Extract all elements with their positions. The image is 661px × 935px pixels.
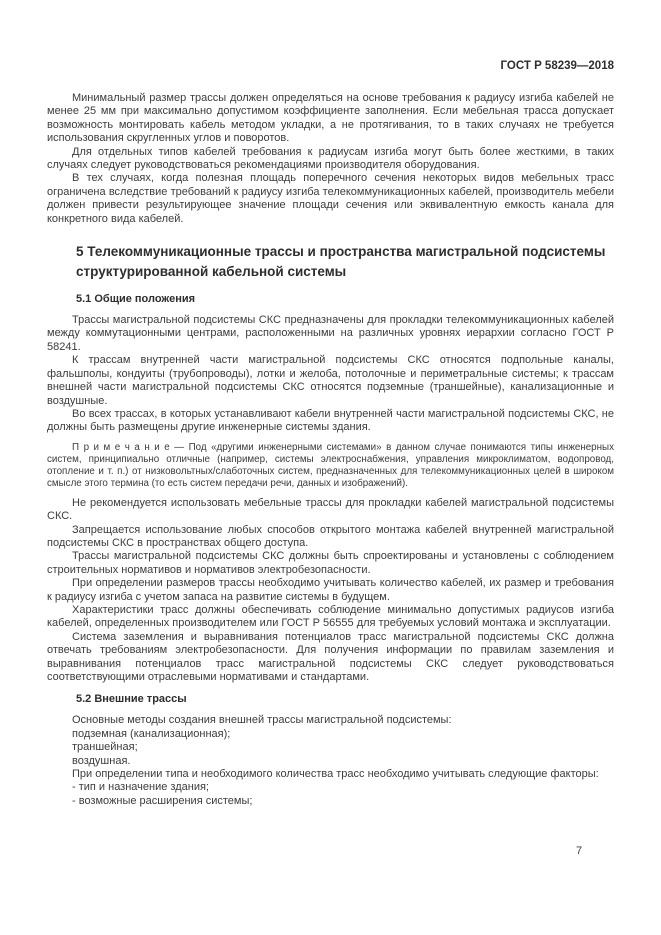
paragraph: Основные методы создания внешней трассы магистральной подсистемы: [72,714,452,727]
paragraph: воздушная. [72,754,131,767]
paragraph: В тех случаях, когда полезная площадь поперечного сечения некоторых видов мебельных трасс ограничена вследствие требований к радиусу изгиба телекоммуникационных кабелей, производитель мебели должен привести результирующее значение площади сечения или эквивалентную емкость канала для конкретного вида кабелей. [47,172,614,225]
paragraph: Характеристики трасс должны обеспечивать соблюдение минимально допустимых радиусов изгиба кабелей, определенных производителем или ГОСТ Р 56555 для требуемых условий монтажа и эксплуатации. [47,603,614,630]
paragraph: траншейная; [72,741,138,754]
paragraph: К трассам внутренней части магистральной подсистемы СКС относятся подпольные каналы, фальшполы, кондуиты (трубопроводы), лотки и желоба, потолочные и периметральные системы; к трассам внешней части магистральной подсистемы СКС относятся подземные (траншейные), канализационные и воздушные. [47,354,614,407]
paragraph: Минимальный размер трассы должен определяться на основе требования к радиусу изгиба кабелей не менее 25 мм при максимально допустимом коэффициенте заполнения. Если мебельная трасса допускает возможность монтировать кабель методом укладки, а не протягивания, то в таких случаях не требуется использования скругленных углов и поворотов. [47,92,614,145]
paragraph: Во всех трассах, в которых устанавливают кабели внутренней части магистральной подсистемы СКС, не должны быть размещены другие инженерные системы здания. [47,407,614,434]
paragraph: При определении размеров трассы необходимо учитывать количество кабелей, их размер и требования к радиусу изгиба с учетом запаса на развитие системы в будущем. [47,577,614,603]
paragraph: - тип и назначение здания; [72,781,209,794]
subsection-heading: 5.2 Внешние трассы [76,693,187,706]
paragraph: подземная (канализационная); [72,727,231,740]
doc-header: ГОСТ Р 58239—2018 [500,60,614,72]
paragraph: - возможные расширения системы; [72,794,253,807]
section-heading: 5 Телекоммуникационные трассы и пространства магистральной подсистемы структурированной кабельной системы [76,244,606,280]
paragraph: Система заземления и выравнивания потенциалов трасс магистральной подсистемы СКС должна отвечать требованиям электробезопасности. Для получения информации по правилам заземления и выравнивания потенциалов трасс магистральной подсистемы СКС следует руководствоваться соответствующими отраслевыми нормативами и стандартами. [47,630,614,683]
note: П р и м е ч а н и е — Под «другими инженерными системами» в данном случае понимаются типы инженерных систем, принципиально отличные (например, системы электроснабжения, управления микроклиматом, водопровод, отопление и т. п.) от низковольтных/слаботочных систем, предназначенных для телекоммуникационных целей в широком смысле этого термина (то есть систем передачи речи, данных и изображений). [47,441,614,489]
paragraph: Для отдельных типов кабелей требования к радиусам изгиба могут быть более жесткими, в таких случаях следует руководствоваться рекомендациями производителя оборудования. [47,145,614,172]
paragraph: Не рекомендуется использовать мебельные трассы для прокладки кабелей магистральной подсистемы СКС. [47,496,614,523]
document-body [47,92,614,808]
subsection-heading: 5.1 Общие положения [76,293,196,306]
paragraph: Запрещается использование любых способов открытого монтажа кабелей внутренней магистральной подсистемы СКС в пространствах общего доступа. [47,523,614,549]
paragraph: Трассы магистральной подсистемы СКС должны быть спроектированы и установлены с соблюдением строительных нормативов и нормативов электробезопасности. [47,550,614,576]
page-number: 7 [576,845,583,857]
paragraph: При определении типа и необходимого количества трасс необходимо учитывать следующие факторы: [72,768,599,781]
paragraph: Трассы магистральной подсистемы СКС предназначены для прокладки телекоммуникационных кабелей между коммутационными центрами, расположенными на различных уровнях иерархии согласно ГОСТ Р 58241. [47,314,614,353]
